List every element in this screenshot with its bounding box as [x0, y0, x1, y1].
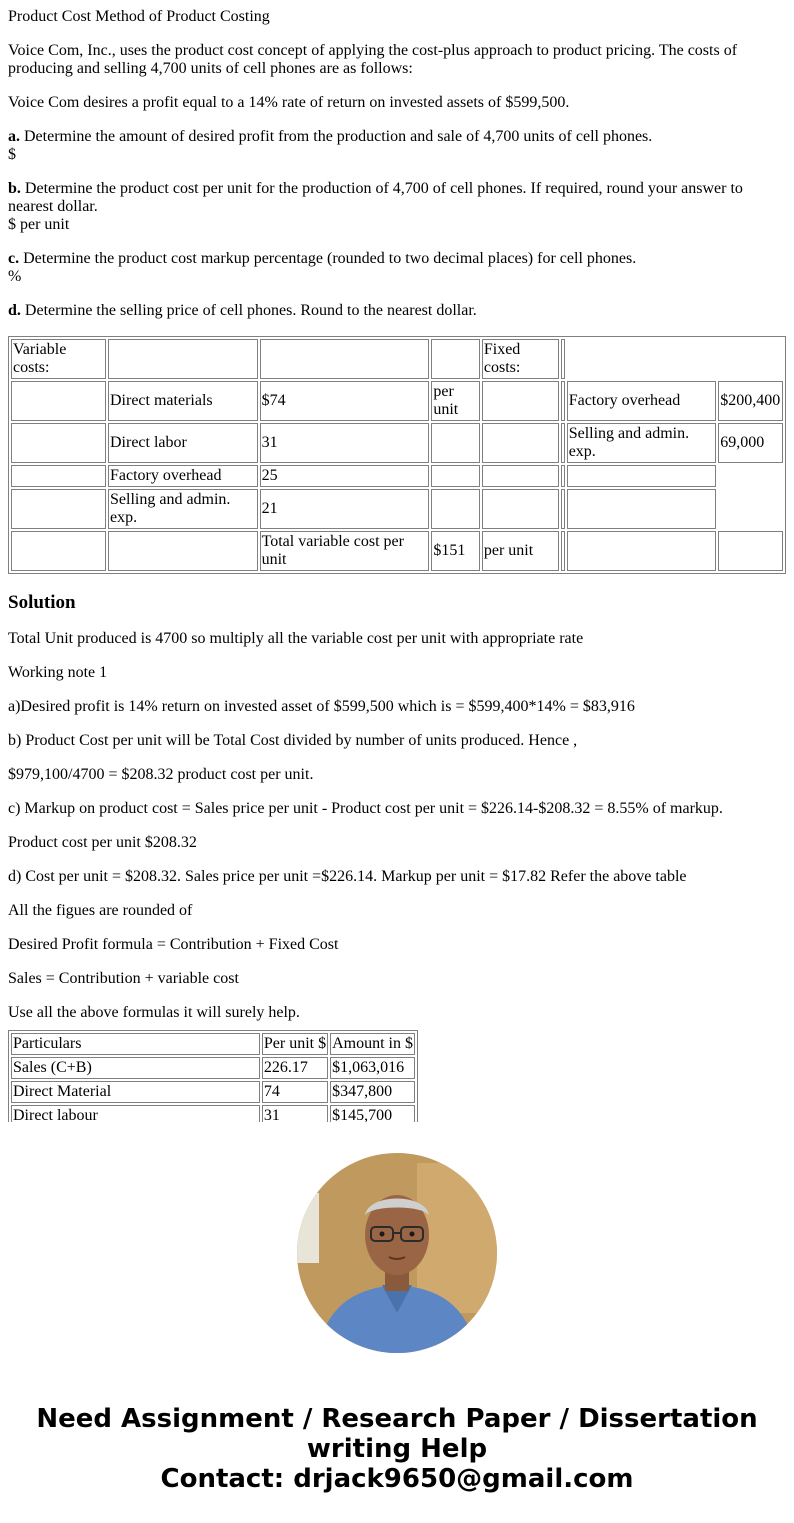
solution-line: Use all the above formulas it will surely help. [8, 1004, 300, 1021]
table-cell [561, 531, 565, 571]
cost-unit: per unit [431, 381, 480, 421]
solution-table [8, 1030, 418, 1122]
table-cell [108, 339, 258, 379]
question-text: Determine the selling price of cell phones. Round to the nearest dollar. [20, 302, 477, 319]
document-body [8, 8, 786, 1038]
solution-line: b) Product Cost per unit will be Total Cost divided by number of units produced. Hence , [8, 732, 578, 749]
fixed-cost-item: Factory overhead [567, 381, 717, 421]
total-variable-label: Total variable cost per unit [260, 531, 430, 571]
solution-line: Working note 1 [8, 664, 108, 681]
cost-amount: $74 [260, 381, 430, 421]
table-cell: Sales (C+B) [11, 1057, 260, 1079]
question-label: c. [8, 250, 20, 267]
solution-line: Sales = Contribution + variable cost [8, 970, 239, 987]
cost-unit [431, 489, 480, 529]
cost-amount: 31 [260, 423, 430, 463]
table-row [11, 1081, 415, 1103]
answer-field: $ [8, 146, 16, 163]
solution-table-viewport [8, 1030, 418, 1122]
table-cell [11, 465, 106, 487]
intro-text: Voice Com, Inc., uses the product cost concept of applying the cost-plus approach to product pricing. The costs of producing and selling 4,700 units of cell phones are as follows: [8, 42, 738, 77]
solution-line: $979,100/4700 = $208.32 product cost per unit. [8, 766, 314, 783]
profit-statement: Voice Com desires a profit equal to a 14% rate of return on invested assets of $599,500. [8, 94, 570, 111]
cost-unit [431, 423, 480, 463]
solution-line: Product cost per unit $208.32 [8, 834, 197, 851]
table-cell: $1,063,016 [330, 1057, 415, 1079]
cost-unit [431, 465, 480, 487]
contact-email: Contact: drjack9650@gmail.com [160, 1464, 634, 1494]
table-cell [567, 339, 783, 379]
question-c [8, 250, 786, 286]
question-d [8, 302, 786, 320]
solution-line: a)Desired profit is 14% return on invested asset of $599,500 which is = $599,400*14% = $83,916 [8, 698, 635, 715]
table-cell: 74 [262, 1081, 328, 1103]
cost-item: Direct labor [108, 423, 258, 463]
table-cell: 31 [262, 1105, 328, 1122]
solution-line: d) Cost per unit = $208.32. Sales price per unit =$226.14. Markup per unit = $17.82 Refer the above table [8, 868, 687, 885]
avatar [297, 1153, 497, 1353]
banner-line: writing Help [306, 1434, 488, 1464]
cost-item: Selling and admin. exp. [108, 489, 258, 529]
answer-field: $ per unit [8, 216, 70, 233]
fixed-cost-item: Selling and admin. exp. [567, 423, 717, 463]
solution-line: All the figues are rounded of [8, 902, 193, 919]
table-cell [11, 381, 106, 421]
table-row [11, 1105, 415, 1122]
table-cell [482, 381, 559, 421]
question-text: Determine the product cost markup percentage (rounded to two decimal places) for cell phones. [19, 250, 637, 267]
question-text: Determine the amount of desired profit from the production and sale of 4,700 units of cell phones. [20, 128, 653, 145]
banner-line: Need Assignment / Research Paper / Dissertation [36, 1404, 758, 1434]
table-row [11, 1057, 415, 1079]
solution-line: Total Unit produced is 4700 so multiply all the variable cost per unit with appropriate rate [8, 630, 584, 647]
table-cell [567, 489, 717, 529]
question-a [8, 128, 786, 164]
cost-amount: 21 [260, 489, 430, 529]
table-cell [11, 531, 106, 571]
table-cell [431, 339, 480, 379]
tutor-portrait [297, 1153, 497, 1353]
help-banner [0, 1404, 794, 1494]
question-label: a. [8, 128, 20, 145]
table-cell: $145,700 [330, 1105, 415, 1122]
table-cell: Direct Material [11, 1081, 260, 1103]
solution-line: Desired Profit formula = Contribution + Fixed Cost [8, 936, 339, 953]
cost-item: Factory overhead [108, 465, 258, 487]
column-header: Amount in $ [330, 1033, 415, 1055]
table-cell [567, 465, 717, 487]
table-cell [108, 531, 258, 571]
total-variable-amount: $151 [431, 531, 480, 571]
solution-heading: Solution [8, 592, 76, 613]
cost-table [8, 336, 786, 574]
table-cell [567, 531, 717, 571]
cost-item: Direct materials [108, 381, 258, 421]
answer-field: % [8, 268, 22, 285]
table-cell [718, 465, 783, 487]
total-variable-unit: per unit [482, 531, 559, 571]
fixed-cost-amount: $200,400 [718, 381, 783, 421]
table-cell [260, 339, 430, 379]
fixed-cost-amount: 69,000 [718, 423, 783, 463]
doc-title: Product Cost Method of Product Costing [8, 8, 270, 25]
table-cell: 226.17 [262, 1057, 328, 1079]
question-label: d. [8, 302, 21, 319]
table-cell [561, 465, 565, 487]
question-label: b. [8, 180, 21, 197]
question-b [8, 180, 786, 234]
table-cell [11, 423, 106, 463]
table-cell [482, 423, 559, 463]
table-cell: Direct labour [11, 1105, 260, 1122]
column-header: Per unit $ [262, 1033, 328, 1055]
table-cell [482, 489, 559, 529]
table-cell [11, 489, 106, 529]
table-cell [561, 423, 565, 463]
table-cell [718, 531, 783, 571]
table-cell [718, 489, 783, 529]
table-cell: $347,800 [330, 1081, 415, 1103]
variable-costs-header: Variable costs: [11, 339, 106, 379]
table-cell [561, 339, 565, 379]
fixed-costs-header: Fixed costs: [482, 339, 559, 379]
table-cell [482, 465, 559, 487]
cost-amount: 25 [260, 465, 430, 487]
table-cell [561, 381, 565, 421]
table-cell [561, 489, 565, 529]
solution-line: c) Markup on product cost = Sales price per unit - Product cost per unit = $226.14-$208.32 = 8.55% of markup. [8, 800, 723, 817]
column-header: Particulars [11, 1033, 260, 1055]
question-text: Determine the product cost per unit for the production of 4,700 of cell phones. If required, round your answer to nearest dollar. [8, 180, 743, 215]
